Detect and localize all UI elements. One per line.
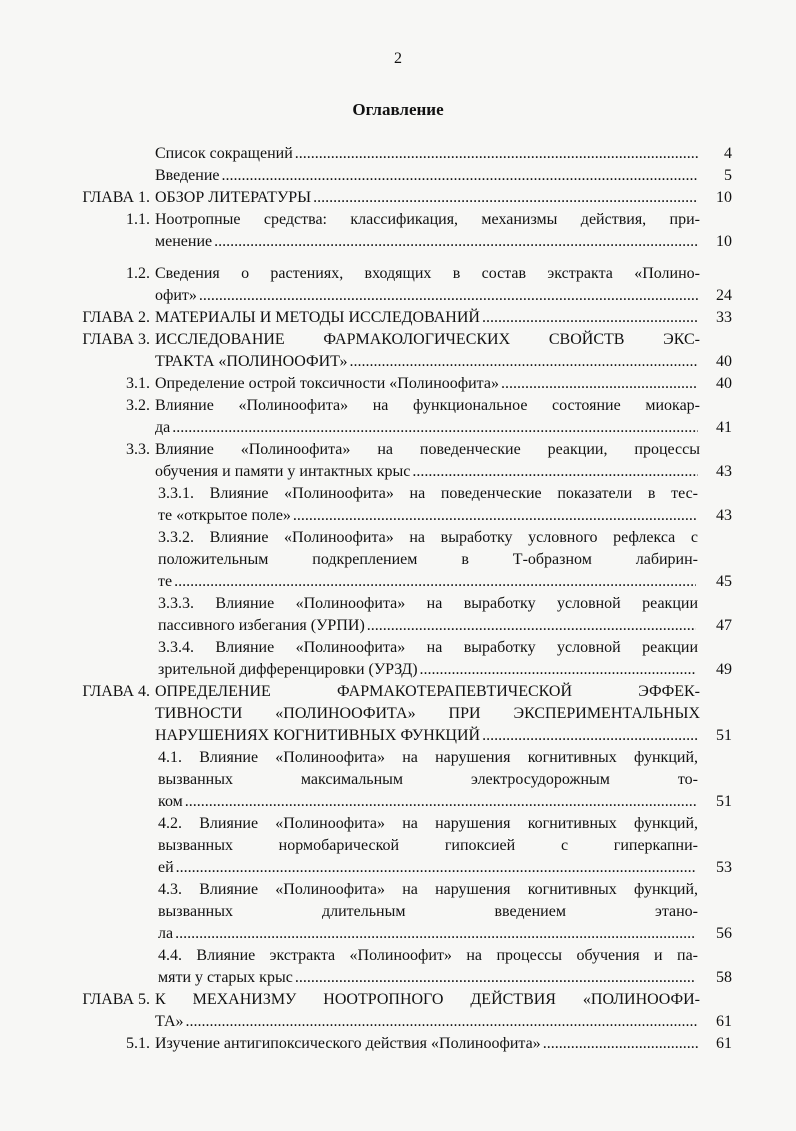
toc-entry-body (155, 209, 700, 253)
toc-entry-last-line (158, 967, 698, 989)
toc-entry (0, 307, 796, 329)
toc-entry-number: ГЛАВА 5. (82, 991, 150, 1008)
toc-entry-last-line (155, 351, 700, 373)
dot-leader (482, 725, 698, 747)
toc-entry (0, 989, 796, 1033)
toc-entry-last-line (155, 307, 700, 329)
toc-entry-page: 61 (716, 1013, 732, 1030)
toc-entry-body (155, 143, 700, 165)
toc-entry-page: 43 (716, 463, 732, 480)
dot-leader (412, 461, 698, 483)
toc-entry-text-line: ОПРЕДЕЛЕНИЕ ФАРМАКОТЕРАПЕВТИЧЕСКОЙ ЭФФЕК- (155, 683, 700, 700)
toc-entry-page: 33 (716, 309, 732, 326)
toc-entry-last-line (158, 857, 698, 879)
toc-entry (0, 187, 796, 209)
toc-entry-body (155, 307, 700, 329)
toc-entry-last-line (155, 231, 700, 253)
toc-entry-last-line (155, 725, 700, 747)
toc-entry-last-line (155, 1011, 700, 1033)
toc-entry-text-line: Влияние «Полиноофита» на функциональное состояние миокар- (155, 397, 700, 414)
toc-entry (0, 165, 796, 187)
page-number: 2 (394, 50, 402, 67)
toc-entry-last-line (155, 143, 700, 165)
toc-entry-text-line: 3.3.3. Влияние «Полиноофита» на выработку условной реакции (158, 595, 698, 612)
toc-entry-title: обучения и памяти у интактных крыс (155, 463, 411, 480)
toc-entry-page: 58 (716, 969, 732, 986)
toc-entry-text-line: К МЕХАНИЗМУ НООТРОПНОГО ДЕЙСТВИЯ «ПОЛИНООФИ- (155, 991, 700, 1008)
dot-leader (175, 923, 696, 945)
toc-entry-page: 45 (716, 573, 732, 590)
dot-leader (420, 659, 696, 681)
toc-entry-page: 47 (716, 617, 732, 634)
toc-entry-page: 5 (724, 167, 732, 184)
toc-entry-last-line (158, 659, 698, 681)
toc-entry (0, 1033, 796, 1055)
toc-entry-page: 61 (716, 1035, 732, 1052)
toc-entry-last-line (155, 187, 700, 209)
toc-entry (0, 593, 796, 637)
toc-entry-title: ОБЗОР ЛИТЕРАТУРЫ (155, 189, 312, 206)
table-of-contents (0, 143, 796, 1055)
dot-leader (185, 791, 696, 813)
toc-entry-body (155, 329, 700, 373)
toc-entry-title: офит» (155, 287, 197, 304)
dot-leader (174, 571, 696, 593)
toc-entry-last-line (158, 571, 698, 593)
toc-entry-page: 49 (716, 661, 732, 678)
toc-entry-number: ГЛАВА 3. (82, 331, 150, 348)
toc-entry-number: 3.2. (126, 397, 150, 414)
toc-entry-last-line (158, 505, 698, 527)
toc-entry-text-line: вызванных длительным введением этано- (158, 903, 698, 920)
dot-leader (199, 285, 698, 307)
dot-leader (313, 187, 698, 209)
toc-entry-body (158, 747, 698, 813)
toc-entry-page: 41 (716, 419, 732, 436)
dot-leader (176, 857, 696, 879)
toc-entry (0, 143, 796, 165)
toc-entry-body (155, 187, 700, 209)
toc-entry (0, 637, 796, 681)
toc-entry-body (155, 681, 700, 747)
toc-entry-body (155, 989, 700, 1033)
toc-entry-text-line: 4.1. Влияние «Полиноофита» на нарушения когнитивных функций, (158, 749, 698, 766)
toc-entry-page: 10 (716, 189, 732, 206)
toc-entry-text-line: 3.3.2. Влияние «Полиноофита» на выработку условного рефлекса с (158, 529, 698, 546)
toc-entry-title: ла (158, 925, 174, 942)
toc-entry-last-line (155, 373, 700, 395)
toc-entry-body (155, 373, 700, 395)
toc-entry (0, 483, 796, 527)
dot-leader (172, 417, 698, 439)
toc-entry-text-line: вызванных максимальным электросудорожным то- (158, 771, 698, 788)
toc-entry-title: Изучение антигипоксического действия «Полиноофита» (155, 1035, 541, 1052)
toc-entry-title: Введение (155, 167, 220, 184)
toc-entry-title: МАТЕРИАЛЫ И МЕТОДЫ ИССЛЕДОВАНИЙ (155, 309, 480, 326)
toc-entry-last-line (158, 791, 698, 813)
toc-entry-body (155, 395, 700, 439)
toc-entry-last-line (155, 417, 700, 439)
dot-leader (214, 231, 698, 253)
dot-leader (482, 307, 698, 329)
toc-entry-body (155, 1033, 700, 1055)
toc-entry-text-line: 4.3. Влияние «Полиноофита» на нарушения когнитивных функций, (158, 881, 698, 898)
toc-entry-body (158, 879, 698, 945)
toc-entry-title: Определение острой токсичности «Полиноофита» (155, 375, 499, 392)
toc-entry-text-line: Влияние «Полиноофита» на поведенческие реакции, процессы (155, 441, 700, 458)
toc-entry-last-line (158, 615, 698, 637)
toc-entry (0, 527, 796, 593)
toc-entry (0, 395, 796, 439)
toc-entry-title: те (158, 573, 173, 590)
toc-entry-title: ТА» (155, 1013, 184, 1030)
toc-entry-title: НАРУШЕНИЯХ КОГНИТИВНЫХ ФУНКЦИЙ (155, 727, 481, 744)
dot-leader (295, 143, 698, 165)
toc-entry-text-line: ТИВНОСТИ «ПОЛИНООФИТА» ПРИ ЭКСПЕРИМЕНТАЛЬНЫХ (155, 705, 700, 722)
dot-leader (295, 967, 696, 989)
toc-entry-last-line (158, 923, 698, 945)
toc-entry (0, 879, 796, 945)
dot-leader (543, 1033, 698, 1055)
toc-entry-number: 1.1. (126, 211, 150, 228)
toc-entry-number: ГЛАВА 2. (82, 309, 150, 326)
toc-entry-title: пассивного избегания (УРПИ) (158, 617, 365, 634)
toc-entry-body (158, 593, 698, 637)
toc-entry (0, 263, 796, 307)
toc-entry-page: 51 (716, 793, 732, 810)
toc-entry (0, 813, 796, 879)
toc-entry-page: 43 (716, 507, 732, 524)
toc-entry-number: ГЛАВА 4. (82, 683, 150, 700)
toc-entry-title: те «открытое поле» (158, 507, 291, 524)
toc-entry-body (158, 527, 698, 593)
toc-entry-text-line: ИССЛЕДОВАНИЕ ФАРМАКОЛОГИЧЕСКИХ СВОЙСТВ ЭКС- (155, 331, 700, 348)
toc-entry-text-line: 3.3.4. Влияние «Полиноофита» на выработку условной реакции (158, 639, 698, 656)
toc-entry-title: Список сокращений (155, 145, 293, 162)
toc-entry (0, 329, 796, 373)
toc-entry-page: 10 (716, 233, 732, 250)
toc-entry-title: ТРАКТА «ПОЛИНООФИТ» (155, 353, 348, 370)
toc-entry (0, 945, 796, 989)
toc-entry-page: 56 (716, 925, 732, 942)
toc-entry-last-line (155, 165, 700, 187)
toc-entry-last-line (155, 1033, 700, 1055)
toc-entry (0, 209, 796, 253)
toc-entry-title: ей (158, 859, 174, 876)
toc-entry-page: 4 (724, 145, 732, 162)
toc-entry-text-line: положительным подкреплением в Т-образном лабирин- (158, 551, 698, 568)
toc-entry-number: 5.1. (126, 1035, 150, 1052)
toc-entry-body (158, 483, 698, 527)
toc-entry-text-line: 3.3.1. Влияние «Полиноофита» на поведенческие показатели в тес- (158, 485, 698, 502)
toc-entry-body (155, 439, 700, 483)
toc-title: Оглавление (352, 100, 444, 119)
toc-entry-text-line: Ноотропные средства: классификация, механизмы действия, при- (155, 211, 700, 228)
dot-leader (222, 165, 699, 187)
toc-entry-text-line: вызванных нормобарической гипоксией с гиперкапни- (158, 837, 698, 854)
toc-entry-body (158, 945, 698, 989)
toc-entry-number: ГЛАВА 1. (82, 189, 150, 206)
toc-entry-title: мяти у старых крыс (158, 969, 293, 986)
toc-entry-title: да (155, 419, 171, 436)
toc-entry-body (158, 813, 698, 879)
toc-entry-page: 40 (716, 353, 732, 370)
toc-entry (0, 681, 796, 747)
dot-leader (501, 373, 698, 395)
toc-entry-page: 40 (716, 375, 732, 392)
toc-entry-text-line: Сведения о растениях, входящих в состав экстракта «Полино- (155, 265, 700, 282)
toc-entry-number: 3.1. (126, 375, 150, 392)
dot-leader (186, 1011, 698, 1033)
toc-entry-text-line: 4.2. Влияние «Полиноофита» на нарушения когнитивных функций, (158, 815, 698, 832)
toc-entry-body (158, 637, 698, 681)
toc-entry-text-line: 4.4. Влияние экстракта «Полиноофит» на процессы обучения и па- (158, 947, 698, 964)
toc-entry-page: 24 (716, 287, 732, 304)
dot-leader (293, 505, 696, 527)
toc-entry-last-line (155, 285, 700, 307)
toc-entry (0, 373, 796, 395)
toc-entry-number: 1.2. (126, 265, 150, 282)
toc-entry-title: менение (155, 233, 213, 250)
toc-entry-title: зрительной дифференцировки (УРЗД) (158, 661, 418, 678)
toc-entry-title: ком (158, 793, 183, 810)
toc-entry-body (155, 263, 700, 307)
toc-entry (0, 747, 796, 813)
toc-entry-page: 53 (716, 859, 732, 876)
toc-entry-number: 3.3. (126, 441, 150, 458)
dot-leader (350, 351, 698, 373)
toc-entry-last-line (155, 461, 700, 483)
toc-entry-page: 51 (716, 727, 732, 744)
toc-entry (0, 439, 796, 483)
toc-entry-body (155, 165, 700, 187)
dot-leader (367, 615, 696, 637)
